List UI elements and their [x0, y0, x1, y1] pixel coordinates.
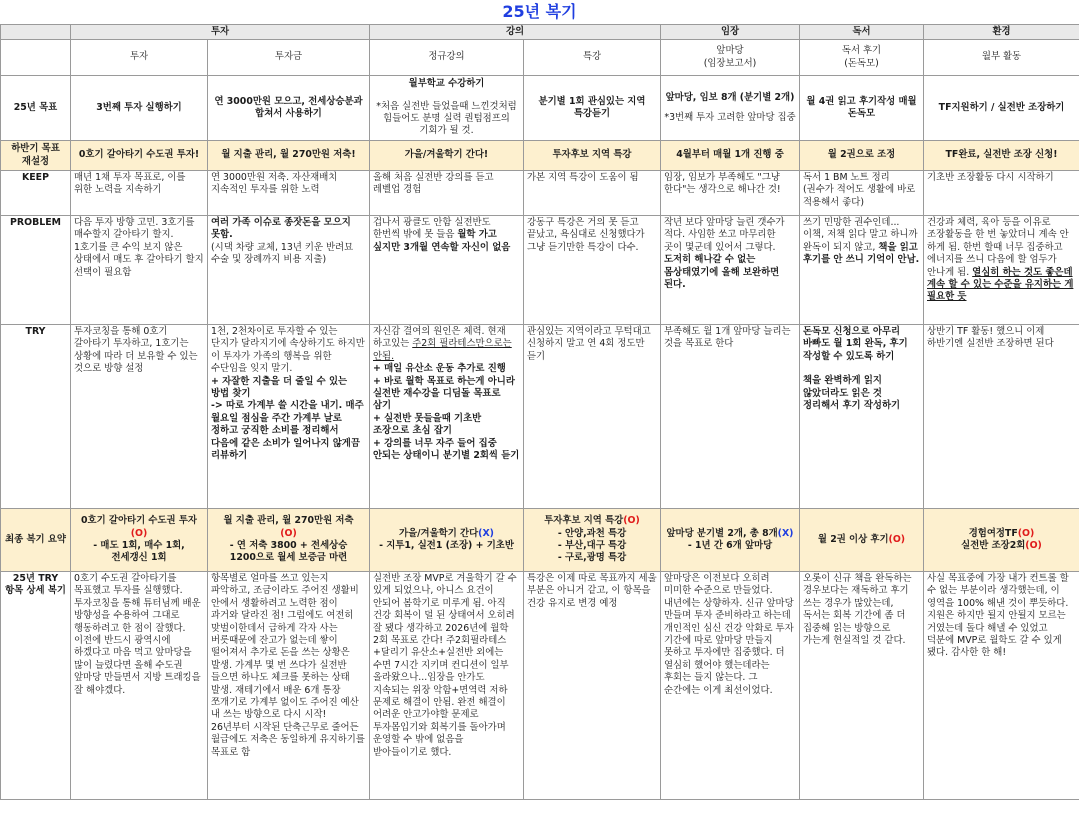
detail-regular-lecture: 실전반 조장 MVP로 겨울학기 갈 수 있게 되었으나, 아니스 요건이 안되어 봄학기로 미루게 됨. 아직 건강 회복이 덜 된 상태여서 오히려 잘 됐다 생각하고 2026년에 월학 2회 목표로 간다! 주2회필라테스+달리기 유산소+실전반 외에는 수면 7시간 지키며 컨디션이 일부 올라왔으나...임장을 안가도 지속되는 위장 악함+면역력 저하 문제로 해결이 안됨. 완전 해결이 어려운 안고가야할 문제로 투자몸입기와 회복기를 돌아가며 운영할 수 밖에 없음을 받아들이기로 했다. — [370, 572, 524, 800]
row-label-detail: 25년 TRY 항목 상세 복기 — [1, 572, 71, 800]
keep-regular-lecture: 올해 처음 실전반 강의를 듣고 레벨업 경험 — [370, 171, 524, 216]
group-reading: 독서 — [800, 25, 924, 40]
final-front-yard-main: 앞마당 분기별 2개, 총 8개 — [666, 527, 778, 539]
goal-special-lecture: 분기별 1회 관심있는 지역 특강듣기 — [524, 76, 661, 141]
problem-front-yard-text: 작년 보다 앞마당 늘린 갯수가 적다. 사임한 쏘고 마무리한 곳이 몇군데 있어서 그렇다. — [664, 217, 785, 253]
status-mark-o: (O) — [130, 527, 148, 539]
problem-community-bold: 열심히 하는 것도 좋은데 계속 할 수 있는 수준을 유지하는 게 필요한 듯 — [927, 266, 1074, 303]
corner-cell-2 — [1, 40, 71, 76]
keep-front-yard: 임장, 임보가 부족해도 "그냥 한다"는 생각으로 해나간 것! — [661, 171, 800, 216]
row-label-goal: 25년 목표 — [1, 76, 71, 141]
final-funds — [208, 509, 370, 572]
goal-front-yard-note: *3번째 투자 고려한 앞마당 집중 — [664, 112, 796, 123]
goal-regular-lecture — [370, 76, 524, 141]
problem-reading-bold: 책을 읽고 후기를 안 쓰니 기억이 안남. — [803, 241, 920, 266]
try-reading-main: 돈독모 신청으로 아무리 바빠도 월 1회 완독, 후기 작성할 수 있도록 하기 — [803, 326, 908, 362]
try-investment: 투자코칭을 통해 0호기 갈아타기 투자하고, 1호기는 상황에 따라 더 보유할 수 있는 것으로 방향 설정 — [71, 325, 208, 509]
problem-front-yard-bold: 도저히 해나갈 수 없는 몸상태였기에 올해 보완하면 된다. — [664, 254, 780, 291]
sub-investment: 투자 — [71, 40, 208, 76]
status-mark-o: (O) — [888, 533, 906, 545]
group-investment: 투자 — [71, 25, 370, 40]
row-label-half: 하반기 목표 재설정 — [1, 141, 71, 171]
detail-community: 사실 목표중에 가장 내가 컨트롤 할 수 없는 부분이라 생각했는데, 이 영역을 100% 해낸 것이 뿌듯하다. 지원은 하지만 될지 안될지 모르는 거였는데 돌다 해낼 수 있었고 덕분에 MVP로 월학도 갈 수 있게 됐다. 감사한 한 해! — [924, 572, 1079, 800]
goal-front-yard-main: 앞마당, 임보 8개 (분기별 2개) — [665, 91, 795, 103]
problem-front-yard — [661, 216, 800, 325]
goal-funds: 연 3000만원 모으고, 전세상승분과 합쳐서 사용하기 — [208, 76, 370, 141]
try-funds-text: 1천, 2천차이로 투자할 수 있는 단지가 달라지기에 속상하기도 하지만 이 투자가 가족의 행복을 위한 수단임을 잊지 말기. — [211, 326, 365, 375]
problem-reading — [800, 216, 924, 325]
final-regular-detail: - 지투1, 실전1 (조장) + 기초반 — [379, 540, 514, 551]
half-special-lecture: 투자후보 지역 특강 — [524, 141, 661, 171]
goal-community: TF지원하기 / 실전반 조장하기 — [924, 76, 1079, 141]
problem-funds — [208, 216, 370, 325]
problem-investment: 다음 투자 방향 고민. 3호기를 매수할지 갈아타기 할지. 1호기를 큰 수익 보지 않은 상태에서 매도 후 갈아타기 할지 선택이 필요함 — [71, 216, 208, 325]
detail-front-yard: 앞마당은 이전보다 오히려 미미한 수준으로 만들었다. 내년에는 상향하자. 신규 앞마당 만들며 투자 준비하라고 하는데 개인적인 심신 건강 악화로 투자 기간에 따로 앞마당 만들지 못하고 투자에만 집중했다. 더 열심히 했어야 했는데라는 후회는 들지 않는다. 그 순간에는 이게 최선이었다. — [661, 572, 800, 800]
status-mark-x: (X) — [777, 527, 794, 539]
sub-special-lecture: 특강 — [524, 40, 661, 76]
problem-funds-note: (시댁 차량 교체, 13년 키운 반려묘 수술 및 장례까지 비용 지출) — [211, 241, 354, 266]
final-regular-main: 가을/겨울학기 간다 — [399, 527, 479, 539]
status-mark-o: (O) — [1017, 527, 1035, 539]
keep-community: 기초반 조장활동 다시 시작하기 — [924, 171, 1079, 216]
final-community-second: 실전반 조장2회 — [961, 540, 1026, 551]
problem-community-text: 건강과 체력, 육아 등을 이유로 조장활동을 한 번 놓았더니 계속 안 하게 됨. 한번 할때 너무 집중하고 에너지를 쓰니 다음에 할 엄두가 안나게 됨. — [927, 217, 1069, 278]
problem-regular-text: 겁나서 광클도 안함 실전반도 한번씩 밖에 못 들음 — [373, 217, 491, 241]
sub-community: 월부 활동 — [924, 40, 1079, 76]
row-label-problem: PROBLEM — [1, 216, 71, 325]
keep-reading: 독서 1 BM 노트 정리 (권수가 적어도 생활에 바로 적용해서 좋다) — [800, 171, 924, 216]
try-funds-bold: + 자잘한 지출을 더 줄일 수 있는 방법 찾기 -> 따로 가계부 쓸 시간을 내기. 매주 월요일 점심을 주간 가계부 날로 정하고 궁직한 소비를 정리해서 다음에 같은 소비가 일어나지 않게끔 리뷰하기 — [211, 375, 364, 462]
half-reading: 월 2권으로 조정 — [800, 141, 924, 171]
goal-regular-note: *처음 실전반 들었을때 느낀것처럼 힘들어도 분명 실력 퀀텀점프의 기회가 될 것. — [376, 100, 517, 137]
problem-regular-bold: 월학 가고 싶지만 3개월 연속할 자신이 없음 — [373, 229, 511, 253]
group-environment: 환경 — [924, 25, 1079, 40]
half-community: TF완료, 실전반 조장 신청! — [924, 141, 1079, 171]
row-label-keep: KEEP — [1, 171, 71, 216]
detail-investment: 0호기 수도권 갈아타기를 목표했고 투자를 실행했다. 투자코칭을 통해 튜터님께 배운 방향성을 수용하여 그대로 행동하려고 한 점이 잘했다. 이전에 반드시 광역시에 하겠다고 마음 먹고 앞마당을 많이 늘렸다면 올해 수도권 앞마당 만들면서 지방 트래킹을 잘 해야겠다. — [71, 572, 208, 800]
problem-regular-lecture — [370, 216, 524, 325]
status-mark-x: (X) — [478, 527, 494, 539]
problem-reading-text: 쓰기 민망한 권수인데...이책, 저책 읽다 말고 하니까 완독이 되지 않고, — [803, 217, 918, 253]
status-mark-o: (O) — [1025, 540, 1042, 551]
keep-special-lecture: 가본 지역 특강이 도움이 됨 — [524, 171, 661, 216]
final-investment-detail: - 매도 1회, 매수 1회, 전세갱신 1회 — [93, 540, 185, 564]
detail-reading: 오롯이 신규 책을 완독하는 경우보다는 재독하고 후기 쓰는 경우가 많았는데, 독서는 회복 기간에 좀 더 집중해 읽는 방향으로 가는게 현실적일 것 같다. — [800, 572, 924, 800]
group-lecture: 강의 — [370, 25, 661, 40]
goal-front-yard — [661, 76, 800, 141]
goal-reading: 월 4권 읽고 후기작성 매월 돈독모 — [800, 76, 924, 141]
keep-funds: 연 3000만원 저축. 자산재배치 지속적인 투자를 위한 노력 — [208, 171, 370, 216]
sub-regular-lecture: 정규강의 — [370, 40, 524, 76]
final-special-lecture — [524, 509, 661, 572]
half-funds: 월 지출 관리, 월 270만원 저축! — [208, 141, 370, 171]
final-reading — [800, 509, 924, 572]
status-mark-o: (O) — [623, 515, 640, 527]
page-title: 25년 복기 — [502, 2, 577, 21]
keep-investment: 매년 1채 투자 목표로, 이를 위한 노력을 지속하기 — [71, 171, 208, 216]
detail-funds: 항목별로 얼마를 쓰고 있는지 파악하고, 조금이라도 주어진 생활비 안에서 생활하려고 노력한 점이 과거와 달라진 점! 그럼에도 여전히 맞벌이한데서 급하게 각자 사는 버릇때문에 잔고가 없는데 쌓이 떨어져서 추가로 돈을 쓰는 상황은 발생. 가계부 몇 번 쓰다가 실전반 들으면 하나도 체크를 못하는 상태 발생. 재테기에서 배운 6개 통장 쪼개기로 가계부 없이도 주어진 예산 내 쓰는 방향으로 다시 시작! 26년부터 시작된 단축근무로 줄어든 월급에도 저축은 동일하게 유지하기를 목표로 함 — [208, 572, 370, 800]
try-funds — [208, 325, 370, 509]
try-reading-second: 책을 완벽하게 읽지 않았더라도 읽은 것 정리해서 후기 작성하기 — [803, 375, 901, 412]
goal-investment: 3번째 투자 실행하기 — [71, 76, 208, 141]
row-label-final: 최종 복기 요약 — [1, 509, 71, 572]
final-funds-main: 월 지출 관리, 월 270만원 저축 — [223, 515, 354, 527]
goal-regular-main: 월부학교 수강하기 — [408, 78, 485, 90]
half-front-yard: 4월부터 매월 1개 진행 중 — [661, 141, 800, 171]
half-investment: 0호기 갈아타기 수도권 투자! — [71, 141, 208, 171]
group-site-visit: 임장 — [661, 25, 800, 40]
final-front-yard-detail: - 1년 간 6개 앞마당 — [687, 540, 773, 551]
final-reading-main: 월 2권 이상 후기 — [817, 533, 889, 545]
final-front-yard — [661, 509, 800, 572]
sub-front-yard-label: 앞마당 (임장보고서) — [703, 45, 757, 69]
final-funds-detail: - 연 저축 3800 + 전세상승 1200으로 월세 보증금 마련 — [229, 540, 348, 564]
status-mark-o: (O) — [280, 527, 297, 539]
sub-front-yard — [661, 40, 800, 76]
sub-book-review-label: 독서 후기 (돈독모) — [841, 45, 882, 69]
problem-funds-main: 여러 가족 이슈로 종잣돈을 모으지 못함. — [211, 217, 351, 241]
try-front-yard: 부족해도 월 1개 앞마당 늘리는 것을 목표로 한다 — [661, 325, 800, 509]
problem-special-lecture: 강동구 특강은 거의 못 듣고 끝났고, 욕심대로 신청했다가 그냥 듣기만한 특강이 다수. — [524, 216, 661, 325]
final-investment-main: 0호기 갈아타기 수도권 투자 — [81, 515, 197, 527]
try-regular-text: 자신감 결여의 원인은 체력. 현재 하고있는 — [373, 326, 506, 350]
final-special-detail: - 안양,과천 특강 - 부산,대구 특강 - 구로,광명 특강 — [557, 527, 627, 564]
sub-book-review — [800, 40, 924, 76]
try-community: 상반기 TF 활동! 했으니 이제 하반기엔 실전반 조장하면 된다 — [924, 325, 1079, 509]
problem-community — [924, 216, 1079, 325]
final-special-main: 투자후보 지역 특강 — [544, 515, 624, 527]
try-regular-lecture — [370, 325, 524, 509]
corner-cell — [1, 25, 71, 40]
final-investment — [71, 509, 208, 572]
try-regular-underline: 주2회 필라테스만으로는 안됨. — [373, 338, 512, 362]
final-community-main: 경험여정TF — [968, 527, 1018, 539]
half-regular-lecture: 가을/겨울학기 간다! — [370, 141, 524, 171]
review-table — [0, 24, 1079, 800]
row-label-try: TRY — [1, 325, 71, 509]
final-community — [924, 509, 1079, 572]
try-special-lecture: 관심있는 지역이라고 무턱대고 신청하지 말고 연 4회 정도만 듣기 — [524, 325, 661, 509]
try-reading — [800, 325, 924, 509]
final-regular-lecture — [370, 509, 524, 572]
sub-funds: 투자금 — [208, 40, 370, 76]
try-regular-bold: + 매일 유산소 운동 추가로 진행 + 바로 월학 목표로 하는게 아니라 실전반 재수강을 디딤돌 목표로 삼기 + 실전반 못들을때 기초반 조장으로 초심 잡기 + 강의를 너무 자주 들어 집중 안되는 상태이니 분기별 2회씩 듣기 — [373, 363, 520, 462]
detail-special-lecture: 특강은 이제 따로 목표까지 세울 부분은 아니거 같고, 이 항목을 건강 유지로 변경 예정 — [524, 572, 661, 800]
